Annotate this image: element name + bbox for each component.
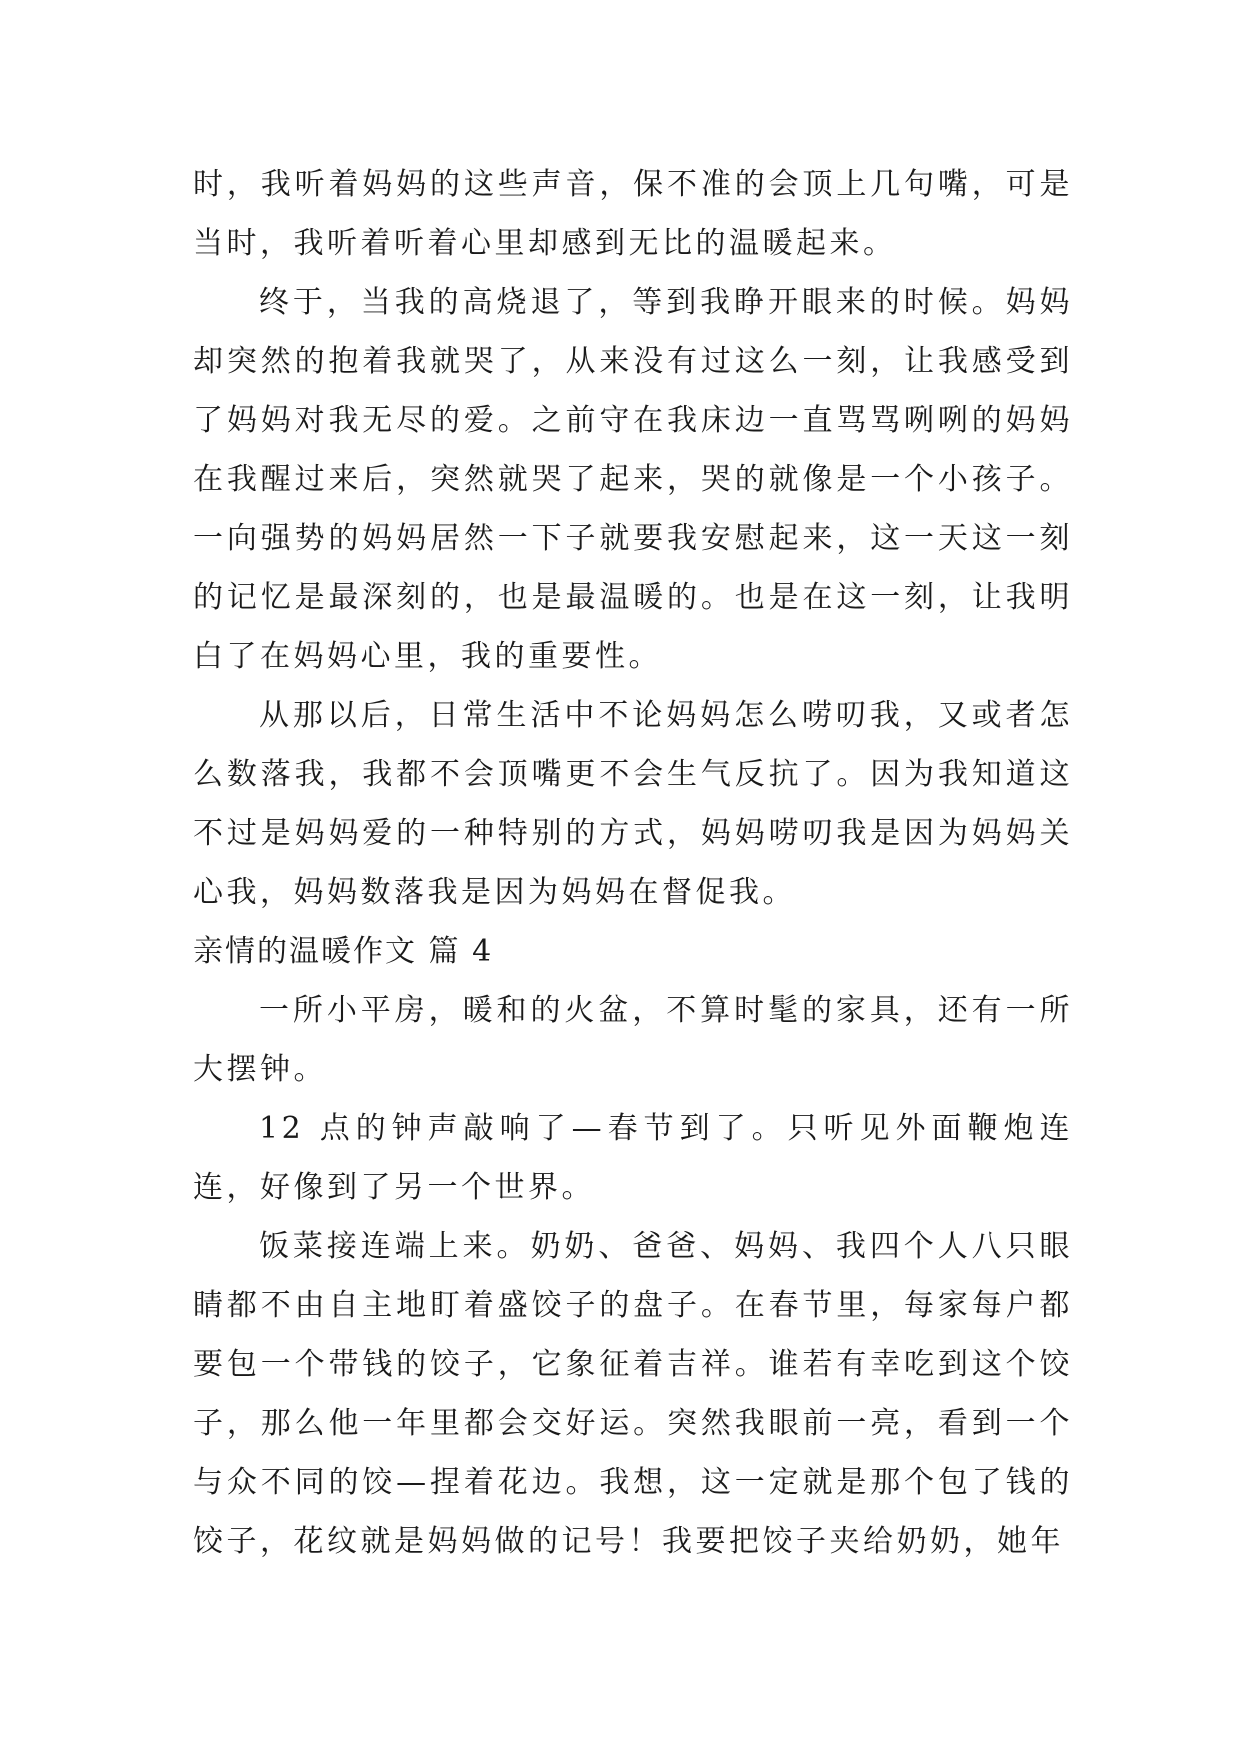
- paragraph-5: 12 点的钟声敲响了—春节到了。只听见外面鞭炮连连，好像到了另一个世界。: [193, 1111, 1073, 1205]
- paragraph-1: 时，我听着妈妈的这些声音，保不准的会顶上几句嘴，可是当时，我听着听着心里却感到无比的温暖起来。: [193, 167, 1073, 261]
- document-body: [193, 155, 1073, 1571]
- paragraph-4: 一所小平房，暖和的火盆，不算时髦的家具，还有一所大摆钟。: [193, 993, 1073, 1087]
- paragraph-6: 饭菜接连端上来。奶奶、爸爸、妈妈、我四个人八只眼睛都不由自主地盯着盛饺子的盘子。在春节里，每家每户都要包一个带钱的饺子，它象征着吉祥。谁若有幸吃到这个饺子，那么他一年里都会交好运。突然我眼前一亮，看到一个与众不同的饺—捏着花边。我想，这一定就是那个包了钱的饺子，花纹就是妈妈做的记号！我要把饺子夹给奶奶，她年: [193, 1229, 1073, 1559]
- paragraph-3: 从那以后，日常生活中不论妈妈怎么唠叨我，又或者怎么数落我，我都不会顶嘴更不会生气反抗了。因为我知道这不过是妈妈爱的一种特别的方式，妈妈唠叨我是因为妈妈关心我，妈妈数落我是因为妈妈在督促我。: [193, 698, 1073, 910]
- section-heading: 亲情的温暖作文 篇 4: [193, 934, 494, 969]
- paragraph-2: 终于，当我的高烧退了，等到我睁开眼来的时候。妈妈却突然的抱着我就哭了，从来没有过这么一刻，让我感受到了妈妈对我无尽的爱。之前守在我床边一直骂骂咧咧的妈妈在我醒过来后，突然就哭了起来，哭的就像是一个小孩子。一向强势的妈妈居然一下子就要我安慰起来，这一天这一刻的记忆是最深刻的，也是最温暖的。也是在这一刻，让我明白了在妈妈心里，我的重要性。: [193, 285, 1073, 674]
